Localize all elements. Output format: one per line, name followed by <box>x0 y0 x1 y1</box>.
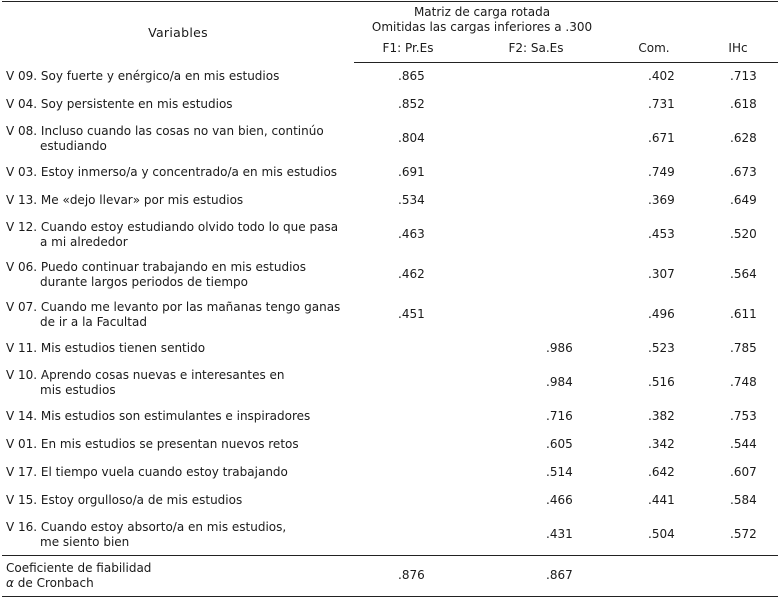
footer-label-line1: Coeficiente de fiabilidad <box>6 560 152 575</box>
variable-label-line1: V 13. Me «dejo llevar» por mis estudios <box>6 193 244 207</box>
table-header <box>2 2 778 63</box>
communality: .453 <box>648 227 675 241</box>
variable-label <box>2 431 354 459</box>
item-total-correlation: .607 <box>730 465 757 479</box>
footer-f1-value: .876 <box>354 555 462 596</box>
variable-label <box>2 159 354 187</box>
f1-loading: .451 <box>398 307 425 321</box>
table-row <box>2 363 778 403</box>
variable-label-line1: V 15. Estoy orgulloso/a de mis estudios <box>6 493 243 507</box>
table-row <box>2 487 778 515</box>
footer-f2-value: .867 <box>462 555 610 596</box>
variable-label <box>2 487 354 515</box>
factor-loadings-table <box>2 1 778 597</box>
variable-label <box>2 295 354 335</box>
communality: .441 <box>648 493 675 507</box>
f2-loading: .431 <box>546 527 573 541</box>
variable-label-line1: V 03. Estoy inmerso/a y concentrado/a en mis estudios <box>6 165 338 179</box>
item-total-correlation: .611 <box>730 307 757 321</box>
f2-loading: .986 <box>546 341 573 355</box>
variable-label-line1: V 07. Cuando me levanto por las mañanas tengo ganas <box>6 299 341 314</box>
f2-loading <box>462 187 610 215</box>
table-row <box>2 335 778 363</box>
table-row <box>2 515 778 556</box>
f2-loading <box>462 255 610 295</box>
footer-label <box>2 555 354 596</box>
item-total-correlation: .520 <box>730 227 757 241</box>
item-total-correlation: .628 <box>730 131 757 145</box>
table-body <box>2 62 778 596</box>
variable-label <box>2 335 354 363</box>
table-row <box>2 459 778 487</box>
variable-label <box>2 187 354 215</box>
f2-loading: .716 <box>546 409 573 423</box>
item-total-correlation: .584 <box>730 493 757 507</box>
footer-label-cronbach: de Cronbach <box>17 575 94 590</box>
f2-loading: .466 <box>546 493 573 507</box>
header-variables: Variables <box>2 2 354 63</box>
communality: .307 <box>648 267 675 281</box>
item-total-correlation: .564 <box>730 267 757 281</box>
variable-label-line1: V 09. Soy fuerte y enérgico/a en mis estudios <box>6 68 280 83</box>
variable-label-line1: V 08. Incluso cuando las cosas no van bien, continúo <box>6 123 324 138</box>
table-row <box>2 215 778 255</box>
header-rotated-matrix <box>354 2 610 36</box>
f1-loading: .852 <box>398 97 425 111</box>
f1-loading <box>354 431 462 459</box>
footer-empty <box>698 555 778 596</box>
communality: .504 <box>648 527 675 541</box>
header-f2: F2: Sa.Es <box>462 35 610 62</box>
table-row <box>2 62 778 91</box>
communality: .642 <box>648 465 675 479</box>
header-spacer <box>698 2 778 36</box>
variable-label-line2: durante largos periodos de tiempo <box>40 274 248 289</box>
header-com: Com. <box>610 35 698 62</box>
f1-loading: .534 <box>398 193 425 207</box>
variable-label-line2: de ir a la Facultad <box>40 314 147 329</box>
f1-loading: .463 <box>398 227 425 241</box>
variable-label-line2: a mi alrededor <box>40 234 128 249</box>
f1-loading <box>354 515 462 556</box>
footer-empty <box>610 555 698 596</box>
variable-label-line1: V 16. Cuando estoy absorto/a en mis estudios, <box>6 519 287 534</box>
communality: .671 <box>648 131 675 145</box>
communality: .749 <box>648 165 675 179</box>
variable-label-line1: V 11. Mis estudios tienen sentido <box>6 341 206 355</box>
item-total-correlation: .618 <box>730 97 757 111</box>
communality: .496 <box>648 307 675 321</box>
item-total-correlation: .673 <box>730 165 757 179</box>
f1-loading: .804 <box>398 131 425 145</box>
f1-loading <box>354 487 462 515</box>
variable-label-line2: estudiando <box>40 138 107 153</box>
variable-label <box>2 215 354 255</box>
variable-label-line2: mis estudios <box>40 382 116 397</box>
f1-loading <box>354 363 462 403</box>
variable-label-line1: V 10. Aprendo cosas nuevas e interesantes en <box>6 367 285 382</box>
variable-label <box>2 62 354 91</box>
f2-loading: .605 <box>546 437 573 451</box>
table-row <box>2 255 778 295</box>
f2-loading: .984 <box>546 375 573 389</box>
f1-loading: .462 <box>398 267 425 281</box>
item-total-correlation: .713 <box>730 69 757 83</box>
table-row <box>2 431 778 459</box>
variable-label <box>2 255 354 295</box>
table-row <box>2 159 778 187</box>
f1-loading: .691 <box>398 165 425 179</box>
f2-loading <box>462 159 610 187</box>
item-total-correlation: .572 <box>730 527 757 541</box>
header-ihc: IHc <box>698 35 778 62</box>
communality: .369 <box>648 193 675 207</box>
header-rotated-subtitle: Omitidas las cargas inferiores a .300 <box>371 20 593 34</box>
variable-label <box>2 403 354 431</box>
variable-label-line1: V 06. Puedo continuar trabajando en mis estudios <box>6 259 307 274</box>
communality: .523 <box>648 341 675 355</box>
variable-label-line1: V 01. En mis estudios se presentan nuevos retos <box>6 437 299 451</box>
f1-loading <box>354 403 462 431</box>
f2-loading <box>462 91 610 119</box>
item-total-correlation: .649 <box>730 193 757 207</box>
f2-loading <box>462 295 610 335</box>
header-rotated-title: Matriz de carga rotada <box>413 5 551 19</box>
footer-label-line2 <box>6 576 354 591</box>
variable-label <box>2 515 354 556</box>
variable-label <box>2 459 354 487</box>
variable-label <box>2 119 354 159</box>
communality: .516 <box>648 375 675 389</box>
communality: .402 <box>648 69 675 83</box>
alpha-symbol: α <box>6 575 14 590</box>
header-spacer <box>610 2 698 36</box>
table-row <box>2 187 778 215</box>
table-row <box>2 403 778 431</box>
variable-label-line1: V 12. Cuando estoy estudiando olvido todo lo que pasa <box>6 219 339 234</box>
variable-label-line1: V 14. Mis estudios son estimulantes e inspiradores <box>6 409 311 423</box>
item-total-correlation: .753 <box>730 409 757 423</box>
f2-loading <box>462 215 610 255</box>
f1-loading <box>354 335 462 363</box>
item-total-correlation: .785 <box>730 341 757 355</box>
variable-label <box>2 91 354 119</box>
variable-label-line2: me siento bien <box>40 534 130 549</box>
communality: .342 <box>648 437 675 451</box>
communality: .731 <box>648 97 675 111</box>
f1-loading: .865 <box>398 69 425 83</box>
f1-loading <box>354 459 462 487</box>
f2-loading <box>462 119 610 159</box>
f2-loading: .514 <box>546 465 573 479</box>
table-footer-row <box>2 555 778 596</box>
variable-label-line1: V 17. El tiempo vuela cuando estoy trabajando <box>6 465 288 479</box>
variable-label <box>2 363 354 403</box>
item-total-correlation: .748 <box>730 375 757 389</box>
table-row <box>2 91 778 119</box>
table-row <box>2 295 778 335</box>
communality: .382 <box>648 409 675 423</box>
f2-loading <box>462 62 610 91</box>
table-row <box>2 119 778 159</box>
header-f1: F1: Pr.Es <box>354 35 462 62</box>
variable-label-line1: V 04. Soy persistente en mis estudios <box>6 97 233 111</box>
item-total-correlation: .544 <box>730 437 757 451</box>
